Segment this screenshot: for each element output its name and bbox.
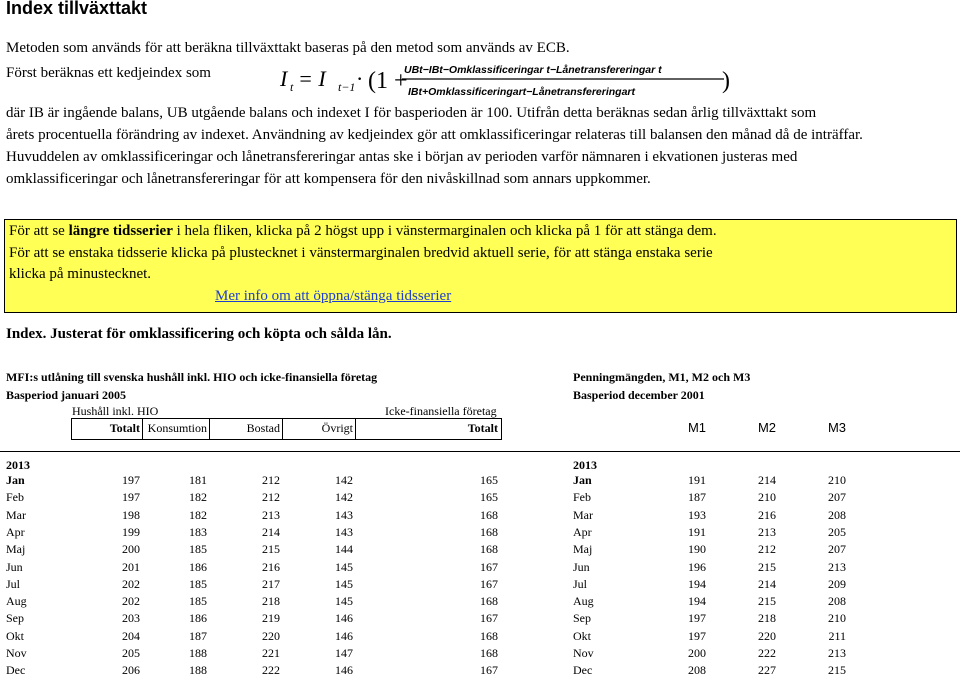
left-cell-övrigt: 143 <box>335 508 353 522</box>
right-table-base: Basperiod december 2001 <box>573 388 705 402</box>
formula-paren-close: ) <box>722 68 730 94</box>
right-row-month: Sep <box>573 611 591 625</box>
left-cell-bostad: 216 <box>262 560 280 574</box>
left-row-month: Jul <box>6 577 21 591</box>
left-table-base: Basperiod januari 2005 <box>6 388 127 402</box>
right-row-month: Aug <box>573 594 594 608</box>
left-cell-totalt: 198 <box>122 508 140 522</box>
right-cell-m2: 210 <box>758 490 776 504</box>
formula-lhs: I <box>280 66 288 91</box>
formula-paren-open: (1 + <box>368 68 408 94</box>
right-cell-m1: 191 <box>688 525 706 539</box>
left-cell-övrigt: 146 <box>335 611 353 625</box>
info-line-1-bold: längre tidsserier <box>68 223 173 239</box>
left-row-month: Sep <box>6 611 24 625</box>
formula-eq: = I <box>298 66 326 91</box>
left-row-month: Apr <box>6 525 25 539</box>
col-header-ovrigt: Övrigt <box>321 421 353 435</box>
right-cell-m2: 222 <box>758 646 776 660</box>
left-cell-bostad: 221 <box>262 646 280 660</box>
left-row-month: Okt <box>6 629 24 643</box>
left-cell-övrigt: 147 <box>335 646 353 660</box>
right-cell-m1: 208 <box>688 663 706 677</box>
left-cell-totalt: 197 <box>122 473 140 487</box>
left-cell-totalt: 167 <box>480 611 498 625</box>
left-cell-totalt: 202 <box>122 577 140 591</box>
left-cell-övrigt: 145 <box>335 594 353 608</box>
right-table-heading: Penningmängden, M1, M2 och M3 <box>573 370 751 384</box>
left-cell-konsumtion: 188 <box>189 646 207 660</box>
left-cell-totalt: 168 <box>480 508 498 522</box>
left-row-month: Feb <box>6 490 24 504</box>
formula-denominator: IBt+Omklassificeringart−Lånetransfereringart <box>408 86 636 98</box>
left-cell-konsumtion: 185 <box>189 577 207 591</box>
left-cell-totalt: 168 <box>480 525 498 539</box>
right-cell-m2: 218 <box>758 611 776 625</box>
right-cell-m2: 212 <box>758 542 776 556</box>
right-cell-m2: 215 <box>758 560 776 574</box>
left-cell-totalt: 165 <box>480 473 498 487</box>
formula-numerator: UBt−IBt−Omklassificeringar t−Lånetransfereringar t <box>404 64 662 76</box>
left-cell-konsumtion: 185 <box>189 542 207 556</box>
left-row-month: Mar <box>6 508 26 522</box>
col-header-bostad: Bostad <box>246 421 280 435</box>
left-cell-totalt: 168 <box>480 542 498 556</box>
right-cell-m2: 213 <box>758 525 776 539</box>
info-box <box>4 219 957 313</box>
info-link-wrap <box>215 286 451 307</box>
right-cell-m3: 213 <box>828 646 846 660</box>
left-cell-totalt: 168 <box>480 646 498 660</box>
right-cell-m1: 194 <box>688 594 706 608</box>
left-row-month: Jan <box>6 473 25 487</box>
left-cell-totalt: 206 <box>122 663 140 677</box>
right-cell-m3: 213 <box>828 560 846 574</box>
chain-index-formula <box>278 58 733 100</box>
formula-eq-sub: t−1 <box>338 80 356 94</box>
right-cell-m2: 215 <box>758 594 776 608</box>
right-row-month: Jul <box>573 577 588 591</box>
left-cell-bostad: 219 <box>262 611 280 625</box>
right-cell-m2: 214 <box>758 473 776 487</box>
table-separator <box>0 451 960 452</box>
right-row-month: Feb <box>573 490 591 504</box>
left-cell-totalt: 167 <box>480 560 498 574</box>
left-row-month: Jun <box>6 560 23 574</box>
right-row-month: Okt <box>573 629 591 643</box>
left-cell-konsumtion: 185 <box>189 594 207 608</box>
left-cell-övrigt: 146 <box>335 663 353 677</box>
left-cell-totalt: 165 <box>480 490 498 504</box>
info-line-2: För att se enstaka tidsserie klicka på plustecknet i vänstermarginalen bredvid aktuell serie, för att stänga enstaka serie <box>9 245 713 261</box>
left-cell-bostad: 214 <box>262 525 280 539</box>
right-row-month: Apr <box>573 525 592 539</box>
left-cell-konsumtion: 186 <box>189 560 207 574</box>
left-table-heading: MFI:s utlåning till svenska hushåll inkl. HIO och icke-finansiella företag <box>6 370 378 384</box>
right-cell-m3: 211 <box>828 629 846 643</box>
right-row-month: Jun <box>573 560 590 574</box>
right-cell-m3: 210 <box>828 473 846 487</box>
left-cell-bostad: 213 <box>262 508 280 522</box>
right-year-label: 2013 <box>573 458 597 472</box>
right-cell-m3: 208 <box>828 594 846 608</box>
right-cell-m1: 193 <box>688 508 706 522</box>
right-cell-m3: 208 <box>828 508 846 522</box>
left-row-month: Aug <box>6 594 27 608</box>
left-row-month: Nov <box>6 646 27 660</box>
right-cell-m3: 209 <box>828 577 846 591</box>
right-cell-m1: 197 <box>688 629 706 643</box>
col-header-totalt-households: Totalt <box>109 421 140 435</box>
intro-line-4: årets procentuella förändring av indexet. Användning av kedjeindex gör att omklassificeringar relateras till balansen den månad då de inträffar. <box>6 127 863 143</box>
left-cell-bostad: 220 <box>262 629 280 643</box>
right-cell-m3: 215 <box>828 663 846 677</box>
right-row-month: Nov <box>573 646 594 660</box>
left-cell-bostad: 212 <box>262 490 280 504</box>
left-cell-totalt: 204 <box>122 629 140 643</box>
left-row-month: Dec <box>6 663 26 677</box>
intro-line-6: omklassificeringar och lånetransfereringar för att kompensera för den nivåskillnad som annars uppkommer. <box>6 171 651 187</box>
right-cell-m1: 197 <box>688 611 706 625</box>
left-cell-totalt: 200 <box>122 542 140 556</box>
left-cell-totalt: 202 <box>122 594 140 608</box>
right-cell-m1: 191 <box>688 473 706 487</box>
right-row-month: Dec <box>573 663 593 677</box>
right-cell-m3: 205 <box>828 525 846 539</box>
right-cell-m2: 220 <box>758 629 776 643</box>
left-cell-totalt: 167 <box>480 663 498 677</box>
section-subtitle: Index. Justerat för omklassificering och köpta och sålda lån. <box>6 326 392 342</box>
left-cell-konsumtion: 187 <box>189 629 207 643</box>
left-cell-övrigt: 142 <box>335 490 353 504</box>
left-cell-övrigt: 145 <box>335 560 353 574</box>
left-cell-övrigt: 146 <box>335 629 353 643</box>
left-group-corporates: Icke-finansiella företag <box>385 404 497 418</box>
left-cell-övrigt: 143 <box>335 525 353 539</box>
right-cell-m1: 187 <box>688 490 706 504</box>
left-cell-konsumtion: 181 <box>189 473 207 487</box>
left-cell-bostad: 218 <box>262 594 280 608</box>
right-cell-m1: 190 <box>688 542 706 556</box>
left-row-month: Maj <box>6 542 26 556</box>
formula-lhs-sub: t <box>290 80 294 94</box>
right-cell-m3: 210 <box>828 611 846 625</box>
left-cell-bostad: 212 <box>262 473 280 487</box>
right-cell-m1: 196 <box>688 560 706 574</box>
left-cell-konsumtion: 182 <box>189 508 207 522</box>
page-title: Index tillväxttakt <box>6 0 148 18</box>
left-cell-bostad: 215 <box>262 542 280 556</box>
left-cell-bostad: 222 <box>262 663 280 677</box>
left-cell-konsumtion: 186 <box>189 611 207 625</box>
col-header-m1: M1 <box>687 420 706 435</box>
series-info-link[interactable]: Mer info om att öppna/stänga tidsserier <box>215 288 452 304</box>
right-cell-m2: 216 <box>758 508 776 522</box>
left-cell-totalt: 199 <box>122 525 140 539</box>
right-cell-m2: 227 <box>758 663 776 677</box>
left-cell-totalt: 205 <box>122 646 140 660</box>
left-cell-totalt: 168 <box>480 594 498 608</box>
info-line-3: klicka på minustecknet. <box>9 266 152 282</box>
left-cell-övrigt: 145 <box>335 577 353 591</box>
intro-line-1: Metoden som används för att beräkna tillväxttakt baseras på den metod som används av ECB. <box>6 40 570 56</box>
left-cell-totalt: 203 <box>122 611 140 625</box>
col-header-konsumtion: Konsumtion <box>147 421 207 435</box>
col-header-m3: M3 <box>827 420 846 435</box>
left-cell-övrigt: 144 <box>335 542 353 556</box>
info-line-1-post: i hela fliken, klicka på 2 högst upp i vänstermarginalen och klicka på 1 för att stänga dem. <box>172 223 717 239</box>
right-cell-m1: 194 <box>688 577 706 591</box>
left-cell-totalt: 167 <box>480 577 498 591</box>
right-cell-m2: 214 <box>758 577 776 591</box>
info-line-1-pre: För att se <box>9 223 69 239</box>
right-cell-m3: 207 <box>828 542 846 556</box>
left-cell-totalt: 201 <box>122 560 140 574</box>
left-group-households: Hushåll inkl. HIO <box>72 404 159 418</box>
col-header-m2: M2 <box>757 420 776 435</box>
intro-line-2: Först beräknas ett kedjeindex som <box>6 65 211 81</box>
left-year-label: 2013 <box>6 458 30 472</box>
left-cell-övrigt: 142 <box>335 473 353 487</box>
intro-line-5: Huvuddelen av omklassificeringar och lånetransfereringar antas ske i början av perioden varför nämnaren i ekvationen justeras med <box>6 149 798 165</box>
col-header-totalt-corporates: Totalt <box>467 421 498 435</box>
left-cell-bostad: 217 <box>262 577 280 591</box>
info-line-1 <box>9 221 717 242</box>
right-cell-m3: 207 <box>828 490 846 504</box>
intro-line-3: där IB är ingående balans, UB utgående balans och indexet I för basperioden är 100. Utifrån detta beräknas sedan årlig tillväxttakt som <box>6 105 817 121</box>
left-cell-totalt: 197 <box>122 490 140 504</box>
right-cell-m1: 200 <box>688 646 706 660</box>
right-row-month: Jan <box>573 473 592 487</box>
left-cell-konsumtion: 183 <box>189 525 207 539</box>
formula-mult: · <box>356 66 364 91</box>
left-cell-konsumtion: 188 <box>189 663 207 677</box>
right-row-month: Maj <box>573 542 593 556</box>
left-cell-totalt: 168 <box>480 629 498 643</box>
left-cell-konsumtion: 182 <box>189 490 207 504</box>
right-row-month: Mar <box>573 508 593 522</box>
